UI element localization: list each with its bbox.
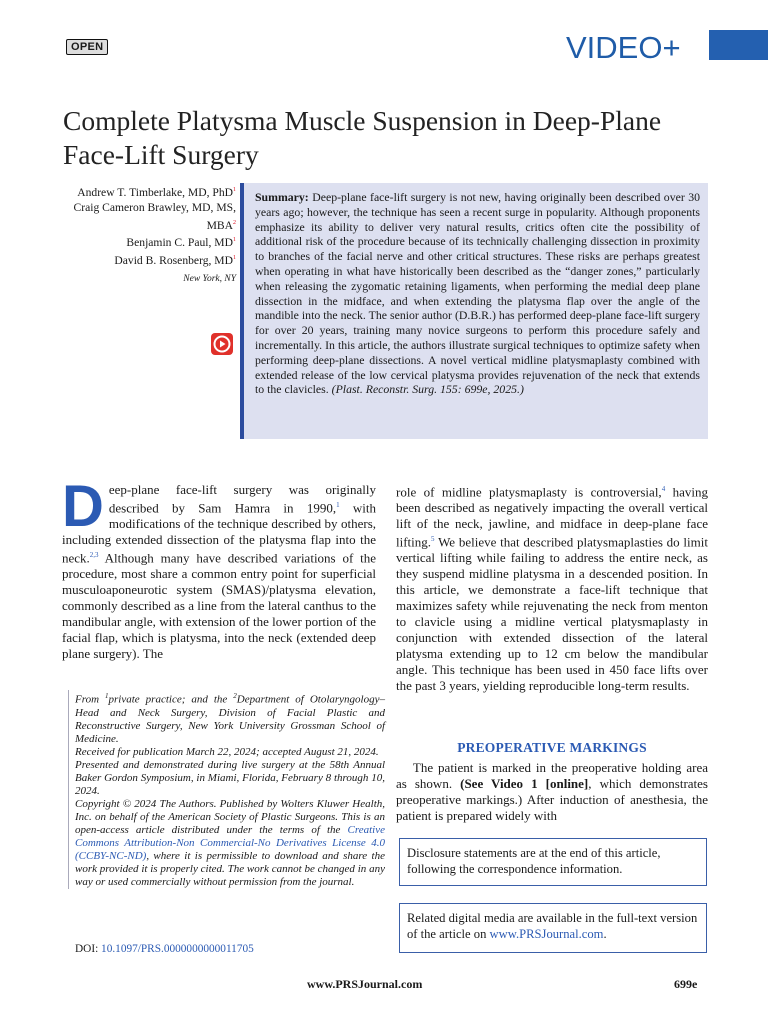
copyright-note: Copyright © 2024 The Authors. Published by Wolters Kluwer Health, Inc. on behalf of the American Society of Plastic Surgeons. This is an open-access article distributed under the terms of the Creative Commons Attribution-Non Commercial-No Derivatives License 4.0 (CCBY-NC-ND), where it is permissible to download and share the work provided it is properly cited. The work cannot be changed in any way or used commercially without permission from the journal. (75, 797, 385, 888)
reference-link[interactable]: 1 (336, 500, 340, 509)
article-footnotes (68, 690, 385, 889)
markings-paragraph: The patient is marked in the preoperative holding area as shown. (See Video 1 [online], which demonstrates preoperative markings.) After induction of anesthesia, the patient is prepared widely with (396, 760, 708, 823)
drop-cap: D (62, 474, 104, 539)
page-number: 699e (674, 977, 698, 991)
doi-line: DOI: 10.1097/PRS.0000000000011705 (75, 943, 254, 955)
open-access-badge: OPEN (66, 39, 108, 55)
video-plus-label: VIDEO+ (566, 30, 681, 65)
author-location: New York, NY (183, 273, 236, 284)
doi-link[interactable]: 10.1097/PRS.0000000000011705 (101, 943, 254, 955)
author-entry: Benjamin C. Paul, MD$^1$ (126, 236, 236, 250)
summary-text: Deep-plane face-lift surgery is not new, having originally been described over 30 years ago; however, the technique has seen a recent surge in popularity. Although proponents emphasize its ability to deliver very natural results, critics often cite the possibility of additional risk of the procedure because of its technically challenging dissection in proximity to branches of the facial nerve and other critical structures. These risks are perhaps greatest when operating in what have historically been described as the “danger zones,” particularly when releasing the zygomatic retaining ligaments, when performing the medial deep plane dissection in the midface, and when extending the platysma flap over the angle of the mandible into the neck. The senior author (D.B.R.) has performed deep-plane face-lift surgery for over 20 years, training many novice surgeons to perform this procedure safely and incrementally. In this article, the authors illustrate surgical techniques to optimize safety when performing deep-plane dissections. A novel vertical midline platysmaplasty combined with extended release of the low cervical platysma provides rejuvenation of the neck that extends to the clavicles. (255, 190, 700, 397)
summary-box (240, 183, 708, 439)
journal-link[interactable]: www.PRSJournal.com (489, 927, 604, 941)
author-list (60, 183, 236, 287)
related-media-box: Related digital media are available in the full-text version of the article on www.PRSJournal.com. (399, 903, 707, 953)
presented-note: Presented and demonstrated during live surgery at the 58th Annual Baker Gordon Symposium, in Miami, Florida, February 8 through 10, 2024. (75, 758, 385, 797)
author-entry: David B. Rosenberg, MD$^1$ (114, 253, 236, 267)
affiliations-note: From $^1$private practice; and the $^2$Department of Otolaryngology–Head and Neck Surgery, Division of Facial Plastic and Reconstructive Surgery, New York University Grossman School of Medicine. (75, 692, 385, 745)
license-link[interactable]: Creative Commons Attribution-Non Commercial-No Derivatives License 4.0 (CCBY-NC-ND) (75, 823, 385, 862)
author-entry: Andrew T. Timberlake, MD, PhD$^1$ (77, 185, 236, 199)
reference-link[interactable]: 2,3 (89, 550, 99, 559)
reference-link[interactable]: 5 (431, 535, 435, 544)
summary-label: Summary: (255, 190, 309, 204)
video-banner-bar (709, 30, 768, 60)
footer-url[interactable]: www.PRSJournal.com (307, 977, 423, 991)
reference-link[interactable]: 4 (661, 485, 666, 493)
body-column-right: role of midline platysmaplasty is controversial,$^4$ having been described as negatively impacting the overall vertical lift of the neck, jawline, and midface in deep-plane face lifting.$^5$ We believe that described platysmaplasties do limit vertical lifting while failing to address the entire neck, as they suspend midline platysma in a descended position. In this article, we demonstrate a face-lift technique that maximizes safety while rejuvenating the neck from menton to clavicle using a midline vertical platysmaplasty in conjunction with extended dissection of the lateral platysma extending up to 12 cm below the mandibular angle. This technique has been used in 450 face lifts over the past 3 years, yielding reproducible long-term results. (396, 484, 708, 693)
received-note: Received for publication March 22, 2024; accepted August 21, 2024. (75, 745, 379, 758)
author-entry: Craig Cameron Brawley, MD, MS, MBA$^2$ (73, 201, 236, 232)
body-column-left: Deep-plane face-lift surgery was originally described by Sam Hamra in 1990,$^1$ with modifications of the technique described by others, including extended dissection of the platysma flap into the neck.$^{2,3}$ Although many have described variations of the procedure, most share a common entry point for superficial musculoaponeurotic system (SMAS)/platysma elevation, commonly described as a line from the lateral canthus to the mandibular angle, with extension of the lower portion of the facial flap, which is platysma, into the neck (extended deep plane surgery). The (62, 474, 376, 661)
disclosure-box: Disclosure statements are at the end of this article, following the correspondence information. (399, 838, 707, 886)
play-icon[interactable] (211, 333, 233, 355)
section-heading: PREOPERATIVE MARKINGS (457, 740, 647, 755)
video-reference-link[interactable]: (See Video 1 [online] (460, 775, 589, 791)
summary-citation: (Plast. Reconstr. Surg. 155: 699e, 2025.) (331, 382, 524, 397)
article-title: Complete Platysma Muscle Suspension in Deep-Plane Face-Lift Surgery (63, 105, 662, 170)
